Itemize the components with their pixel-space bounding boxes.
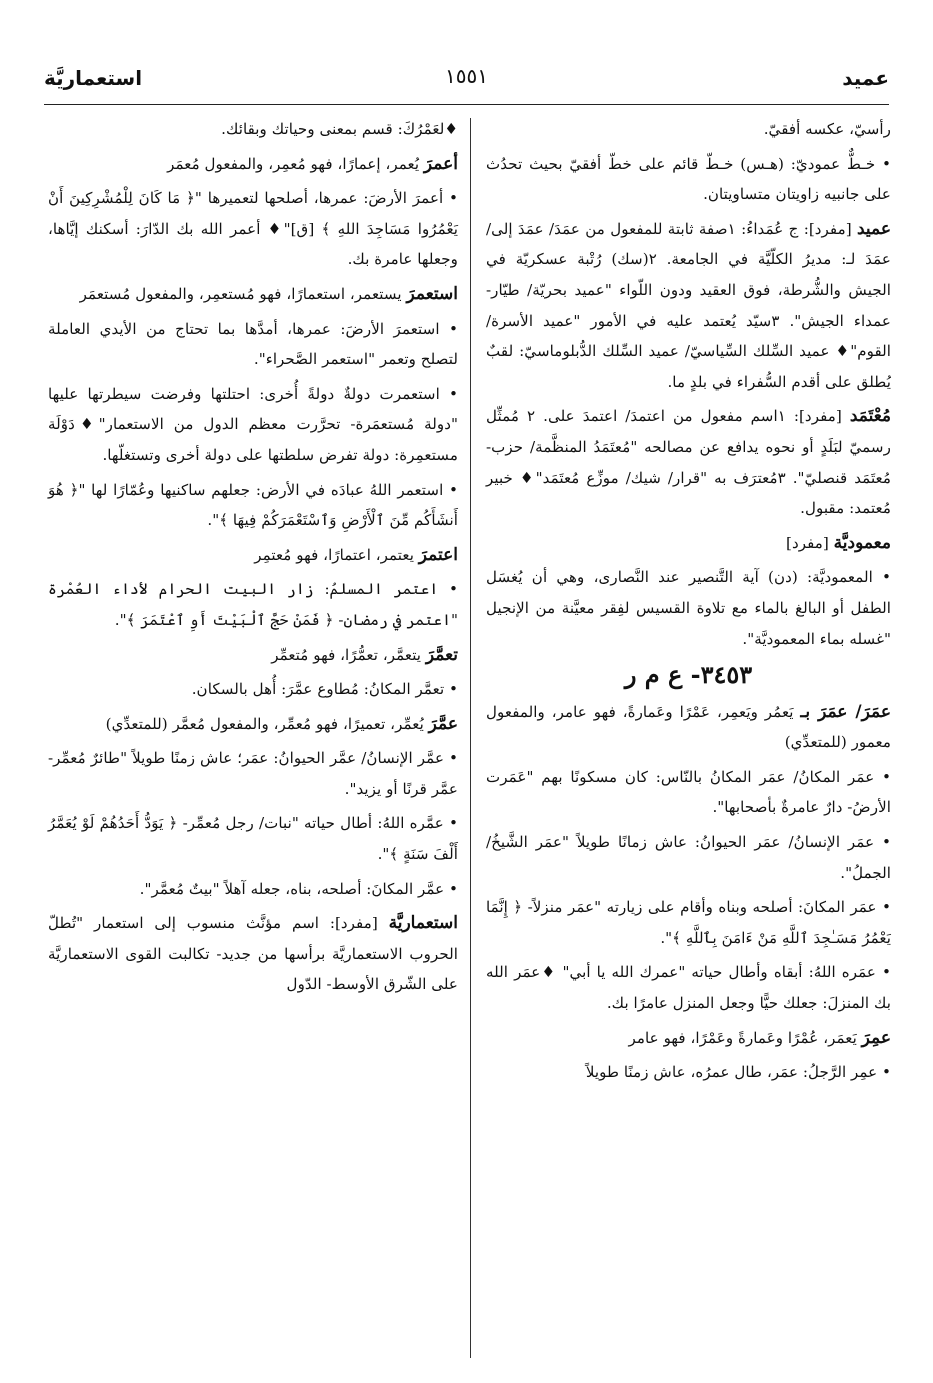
right-column	[486, 114, 891, 1092]
headword: اعتمرَ	[418, 544, 458, 565]
entry-body: يعتمر، اعتمارًا، فهو مُعتمِر	[254, 545, 414, 564]
headword: استعمرَ	[406, 283, 458, 304]
headword: عمَّرَ	[428, 713, 458, 734]
headword: مُعْتَمَد	[849, 406, 892, 427]
entry-mamudiya	[486, 528, 891, 559]
entry-body: [مفرد]: ج عُمَداءُ: ١صفة ثابتة للمفعول من عمَدَ/ عمَدَ إلى/ عمَدَ لـ: مديرُ الكلّيَّة في الجامعة. ٢(سك) رُتْبة عسكريّة في الجيش والشُّرطة، فوق العقيد ودون اللّواء "عميد بحريّة/ طيّار- عمداء الجيش". ٣سيّد يُعتمد عليه في الأمور "عميد الأسرة/ القوم"♦ عميد السِّلك السِّياسيّ/ عميد السِّلك الدُّبلوماسيّ: لقبٌ يُطلق على أقدم السُّفراء في بلدٍ ما.	[486, 219, 891, 391]
entry-text: • استعمر اللهُ عبادَه في الأرض: جعلهم ساكنيها وعُمّارًا لها "﴿ هُوَ أَنشَأَكُم مِّنَ ٱلْأَرْضِ وَٱسْتَعْمَرَكُمْ فِيهَا ﴾".	[48, 480, 458, 530]
page-number: ١٥٥١	[445, 64, 488, 88]
entry-text: • عمَره اللهُ: أبقاه وأطال حياته "عمرك الله يا أبي" ♦عمَر الله بك المنزلَ: جعلك حيًّا وجعل المنزل عامرًا بك.	[486, 963, 891, 1013]
entry-text: • اعتمر المسلمُ: زار البيت الحرام لأداء العُمْرة "اعتمر في رمضان- ﴿ فَمَنْ حَجَّ ٱلْبَيْتَ أَوِ ٱعْتَمَرَ ﴾".	[48, 580, 458, 629]
entry-text: • عمَر المكانُ/ عمَر المكانُ بالنّاس: كان مسكونًا بهم "عَمَرت الأرضُ- دارٌ عامرةٌ بأصحابها".	[486, 767, 891, 817]
entry-amira	[486, 1023, 891, 1054]
header-rule	[44, 104, 889, 105]
headword: تعمَّرَ	[425, 644, 458, 665]
entry-body: [مفرد]: اسم مؤنَّث منسوب إلى استعمار "تُطلّ الحروب الاستعماريَّة برأسها من جديد- تكالبت القوى الاستعماريَّة على الشّرق الأوسط- الدّول	[48, 914, 458, 994]
entry-body: [مفرد]: ١اسم مفعول من اعتمدَ/ اعتمدَ على. ٢ مُمثِّل رسميّ لبَلَدٍ أو نحوه يدافع عن مصالحه "مُعتَمَدُ المنظَّمة/ حزب- مُعتَمَد قنصليّ". ٣مُعترَف به "قرار/ شيك/ موزِّع مُعتَمَد"♦ خبير مُعتمد: مقبول.	[486, 407, 891, 518]
entry-mutamad	[486, 401, 891, 523]
column-divider	[470, 118, 471, 1358]
entry-ammara	[48, 709, 458, 740]
entry-taammara	[48, 640, 458, 671]
entry-body: يَعمُر ويَعمِر، عَمْرًا وعَمارةً، فهو عامر، والمفعول معمور (للمتعدِّي)	[486, 702, 891, 752]
entry-text: • عمَر المكانَ: أصلحه وبناه وأقام على زيارته "عمَر منزلاً- ﴿ إِنَّمَا يَعْمُرُ مَسَـٰجِدَ ٱللَّهِ مَنْ ءَامَنَ بِٱللَّهِ ﴾".	[486, 898, 891, 947]
entry-text: • أعمرَ الأرضَ: عمرها، أصلحها لتعميرها "﴿ مَا كَانَ لِلْمُشْرِكِينَ أَنْ يَعْمُرُوا مَسَاجِدَ اللهِ ﴾ [ق]"♦ أعمر الله بك الدّارَ: أسكنك إيَّاها، وجعلها عامرة بك.	[48, 189, 458, 269]
entry-tag: [مفرد]	[786, 533, 829, 552]
entry-body: يستعمر، استعمارًا، فهو مُستعمِر، والمفعول مُستعمَر	[79, 284, 402, 303]
entry-body: يتعمَّر، تعمُّرًا، فهو مُتعمِّر	[271, 645, 422, 664]
entry-text: • عمَر الإنسانُ/ عمَر الحيوانُ: عاش زمانًا طويلاً "عمَر الشَّيخُ/ الجملُ".	[486, 833, 891, 882]
entry-amid	[486, 214, 891, 398]
entry-text: • استعمرت دولةٌ دولةً أُخرى: احتلتها وفرضت سيطرتها عليها "دولة مُستعمَرة- تحرَّرت معظم الدول من الاستعمار"♦دَوْلَة مستعمِرة: دولة تفرض سلطتها على دولة أخرى وتستغلّها.	[48, 384, 458, 464]
headword: أعمرَ	[423, 153, 458, 174]
entry-text: • عمَّر المكانَ: أصلحه، بناه، جعله آهلاً "بيتٌ مُعمَّر".	[139, 879, 458, 898]
entry-text: • المعموديَّة: (دن) آية التَّنصير عند النَّصارى، وهي أن يُغسَل الطفل أو البالغ بالماء مع تلاوة القسيس لفِقر معيَّنة من الإنجيل "غسله بماء المعموديَّة".	[486, 568, 891, 648]
entry-amara	[486, 697, 891, 758]
entry-text: • عمَّر الإنسانُ/ عمَّر الحيوانُ: عمَر؛ عاش زمنًا طويلاً "طائرٌ مُعمِّر- عمَّر قرنًا أو يزيد".	[48, 749, 458, 798]
entry-itamara	[48, 540, 458, 571]
headword: عمَرَ/ عمَرَ بـ	[800, 701, 891, 722]
entry-body: يُعمر، إعمارًا، فهو مُعمِر، والمفعول مُعمَر	[167, 154, 420, 173]
page-header	[44, 52, 889, 104]
entry-body: يُعمِّر، تعميرًا، فهو مُعمِّر، والمفعول مُعمَّر (للمتعدِّي)	[105, 714, 424, 733]
entry-istamara	[48, 279, 458, 310]
entry-aamara	[48, 149, 458, 180]
headword: عميد	[856, 218, 892, 239]
headword: استعماريَّة	[388, 913, 458, 934]
running-head-right: عميد	[842, 66, 889, 90]
entry-istimariya	[48, 908, 458, 1000]
entry-text: ♦لعَمْرُكَ: قسم بمعنى وحياتك وبقائك.	[221, 120, 458, 138]
left-column	[48, 114, 458, 1004]
entry-text: • عمَّره اللهُ: أطال حياته "نبات/ رجل مُعمِّر- ﴿ يَوَدُّ أَحَدُهُمْ لَوْ يُعَمَّرُ أَلْفَ سَنَةٍ ﴾".	[48, 814, 458, 864]
root-section-heading: ٣٤٥٣- ع م ر	[624, 660, 753, 690]
entry-text: • عمِر الرَّجلُ: عمَر، طال عمرُه، عاش زمنًا طويلاً	[585, 1063, 891, 1082]
headword: عمِرَ	[861, 1027, 891, 1048]
entry-text: رأسيّ، عكسه أفقيّ.	[763, 120, 891, 138]
entry-text: • خـطٌّ عموديّ: (هـس) خـطّ قائم على خطّ أفقيّ بحيث تحدُث على جانبيه زاويتان متساويتان.	[486, 154, 891, 204]
headword: معموديَّة	[833, 532, 891, 553]
entry-body: يَعمَر، عُمْرًا وعَمارةً وعَمْرًا، فهو عامر	[628, 1028, 857, 1047]
entry-text: • استعمرَ الأرضَ: عمرها، أمدَّها بما تحتاج من الأيدي العاملة لتصلح وتعمر "استعمر الصَّحراء".	[48, 319, 458, 369]
entry-text: • تعمَّر المكانُ: مُطاوع عمَّرَ: أُهل بالسكان.	[191, 680, 458, 699]
running-head-left: استعماريَّة	[44, 66, 143, 90]
